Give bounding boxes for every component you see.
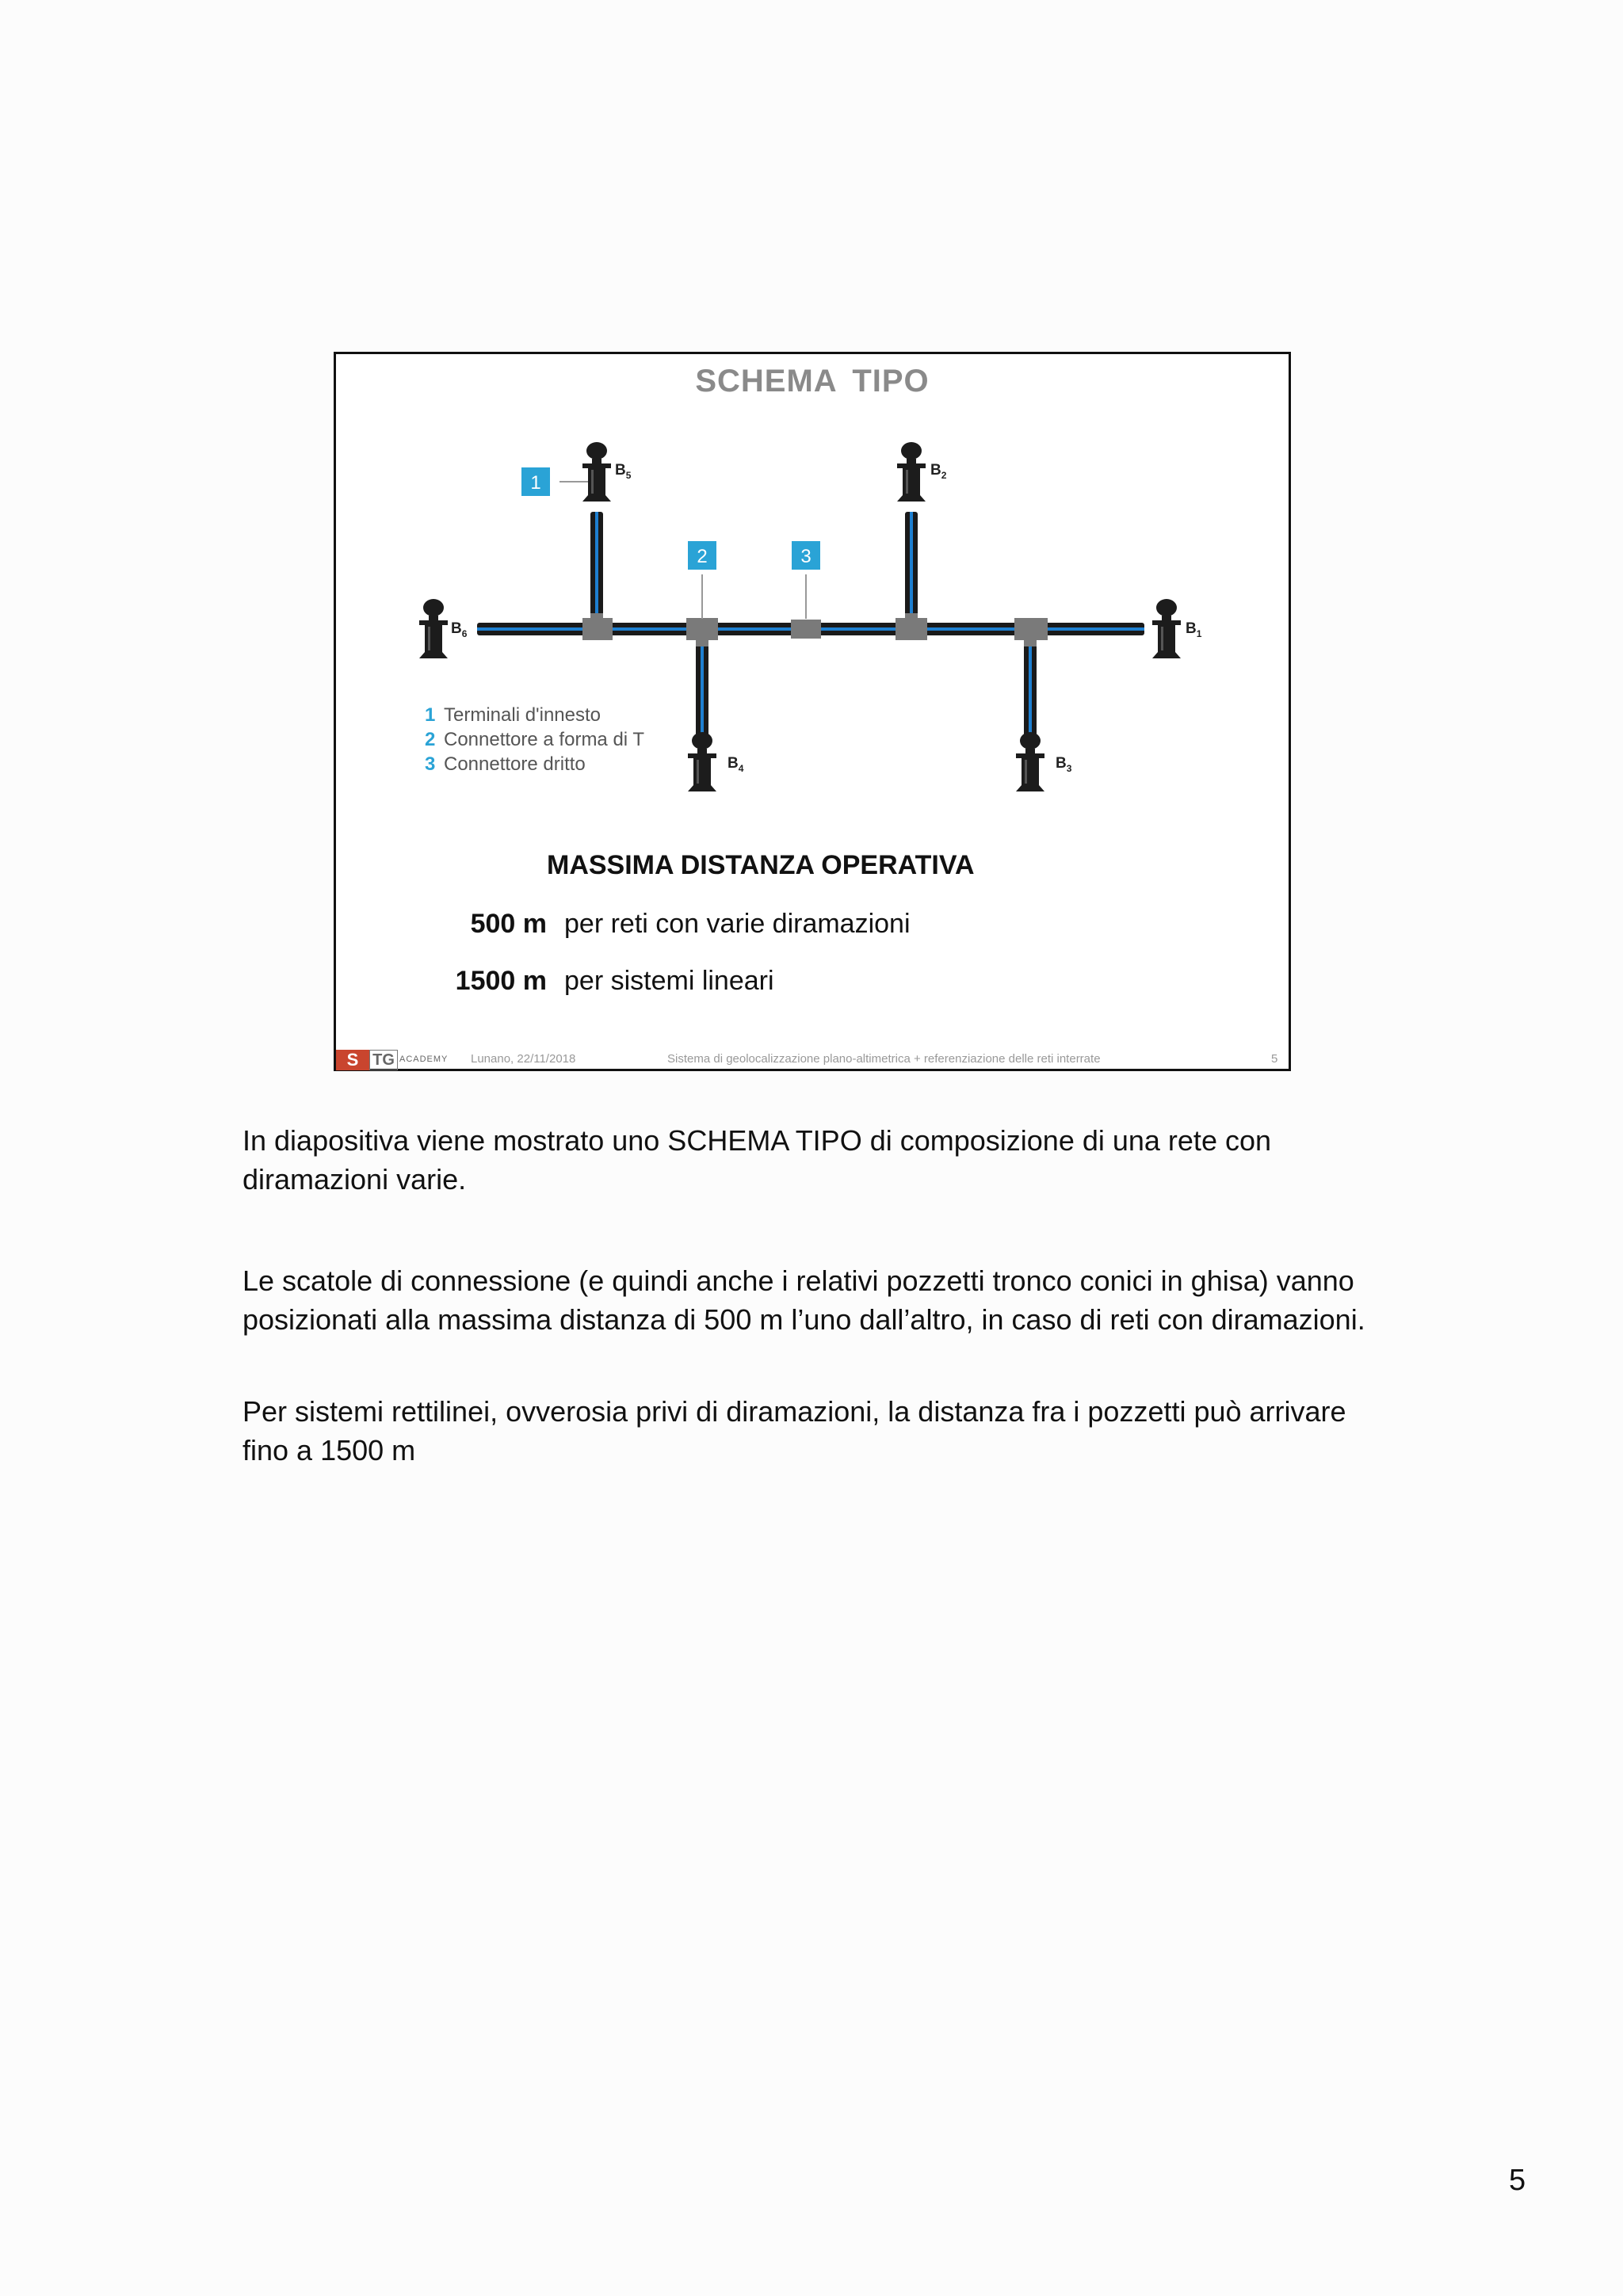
t-connector	[582, 613, 613, 640]
legend	[425, 703, 644, 776]
node-label-b3: $B_3$	[1056, 755, 1072, 774]
node-label-b2: $B_2$	[930, 462, 947, 481]
node-label-b4: $B_4$	[727, 755, 744, 774]
sig-logo: S TG	[336, 1050, 398, 1070]
legend-item: 1 Terminali d'innesto	[425, 704, 601, 726]
svg-text:3: 3	[800, 546, 812, 567]
manhole-b3	[1016, 732, 1044, 791]
manhole-b4	[688, 732, 716, 791]
callout-3	[792, 541, 820, 570]
manhole-b6	[419, 599, 448, 658]
manhole-b2	[897, 442, 926, 502]
paragraph-intro: In diapositiva viene mostrato uno SCHEMA TIPO di composizione di una rete con diramazioni varie.	[242, 1124, 1272, 1196]
branch-b3	[1024, 635, 1037, 737]
branch-b4	[696, 635, 708, 737]
page-number: 5	[1509, 2164, 1526, 2197]
footer-slide-number: 5	[1271, 1052, 1278, 1066]
slide-footer	[336, 1048, 1289, 1069]
legend-item: 3 Connettore dritto	[425, 753, 586, 775]
svg-text:1: 1	[530, 472, 541, 494]
distance-heading: MASSIMA DISTANZA OPERATIVA	[547, 850, 975, 880]
callout-2	[688, 541, 716, 570]
svg-text:2: 2	[697, 546, 708, 567]
t-connector	[1014, 618, 1048, 646]
node-label-b6: $B_6$	[451, 620, 468, 639]
legend-item: 2 Connettore a forma di T	[425, 729, 645, 750]
slide-title: SCHEMA TIPO	[695, 364, 930, 399]
branch-b2	[905, 512, 918, 623]
footer-system: Sistema di geolocalizzazione plano-altimetrica + referenziazione delle reti interrate	[667, 1052, 1101, 1066]
node-label-b1: $B_1$	[1186, 620, 1202, 639]
paragraph-linear-systems: Per sistemi rettilinei, ovverosia privi di diramazioni, la distanza fra i pozzetti può arrivare fino a 1500 m	[242, 1395, 1346, 1466]
distance-row: 500 m per reti con varie diramazioni	[470, 909, 911, 939]
slide-frame	[334, 352, 1291, 1071]
t-connector	[686, 618, 718, 646]
paragraph-connection-boxes: Le scatole di connessione (e quindi anche i relativi pozzetti tronco conici in ghisa) vanno posizionati alla massima distanza di 500 m l’uno dall’altro, in caso di reti con diramazioni.	[242, 1264, 1365, 1336]
manhole-b1	[1152, 599, 1181, 658]
straight-connector	[791, 620, 821, 639]
branch-b5	[590, 512, 603, 623]
callout-1	[521, 467, 550, 496]
t-connector	[896, 613, 927, 640]
manhole-b5	[582, 442, 611, 502]
academy-label: ACADEMY	[399, 1055, 449, 1064]
distance-row: 1500 m per sistemi lineari	[455, 966, 774, 996]
footer-date: Lunano, 22/11/2018	[471, 1052, 576, 1066]
node-label-b5: $B_5$	[615, 462, 632, 481]
